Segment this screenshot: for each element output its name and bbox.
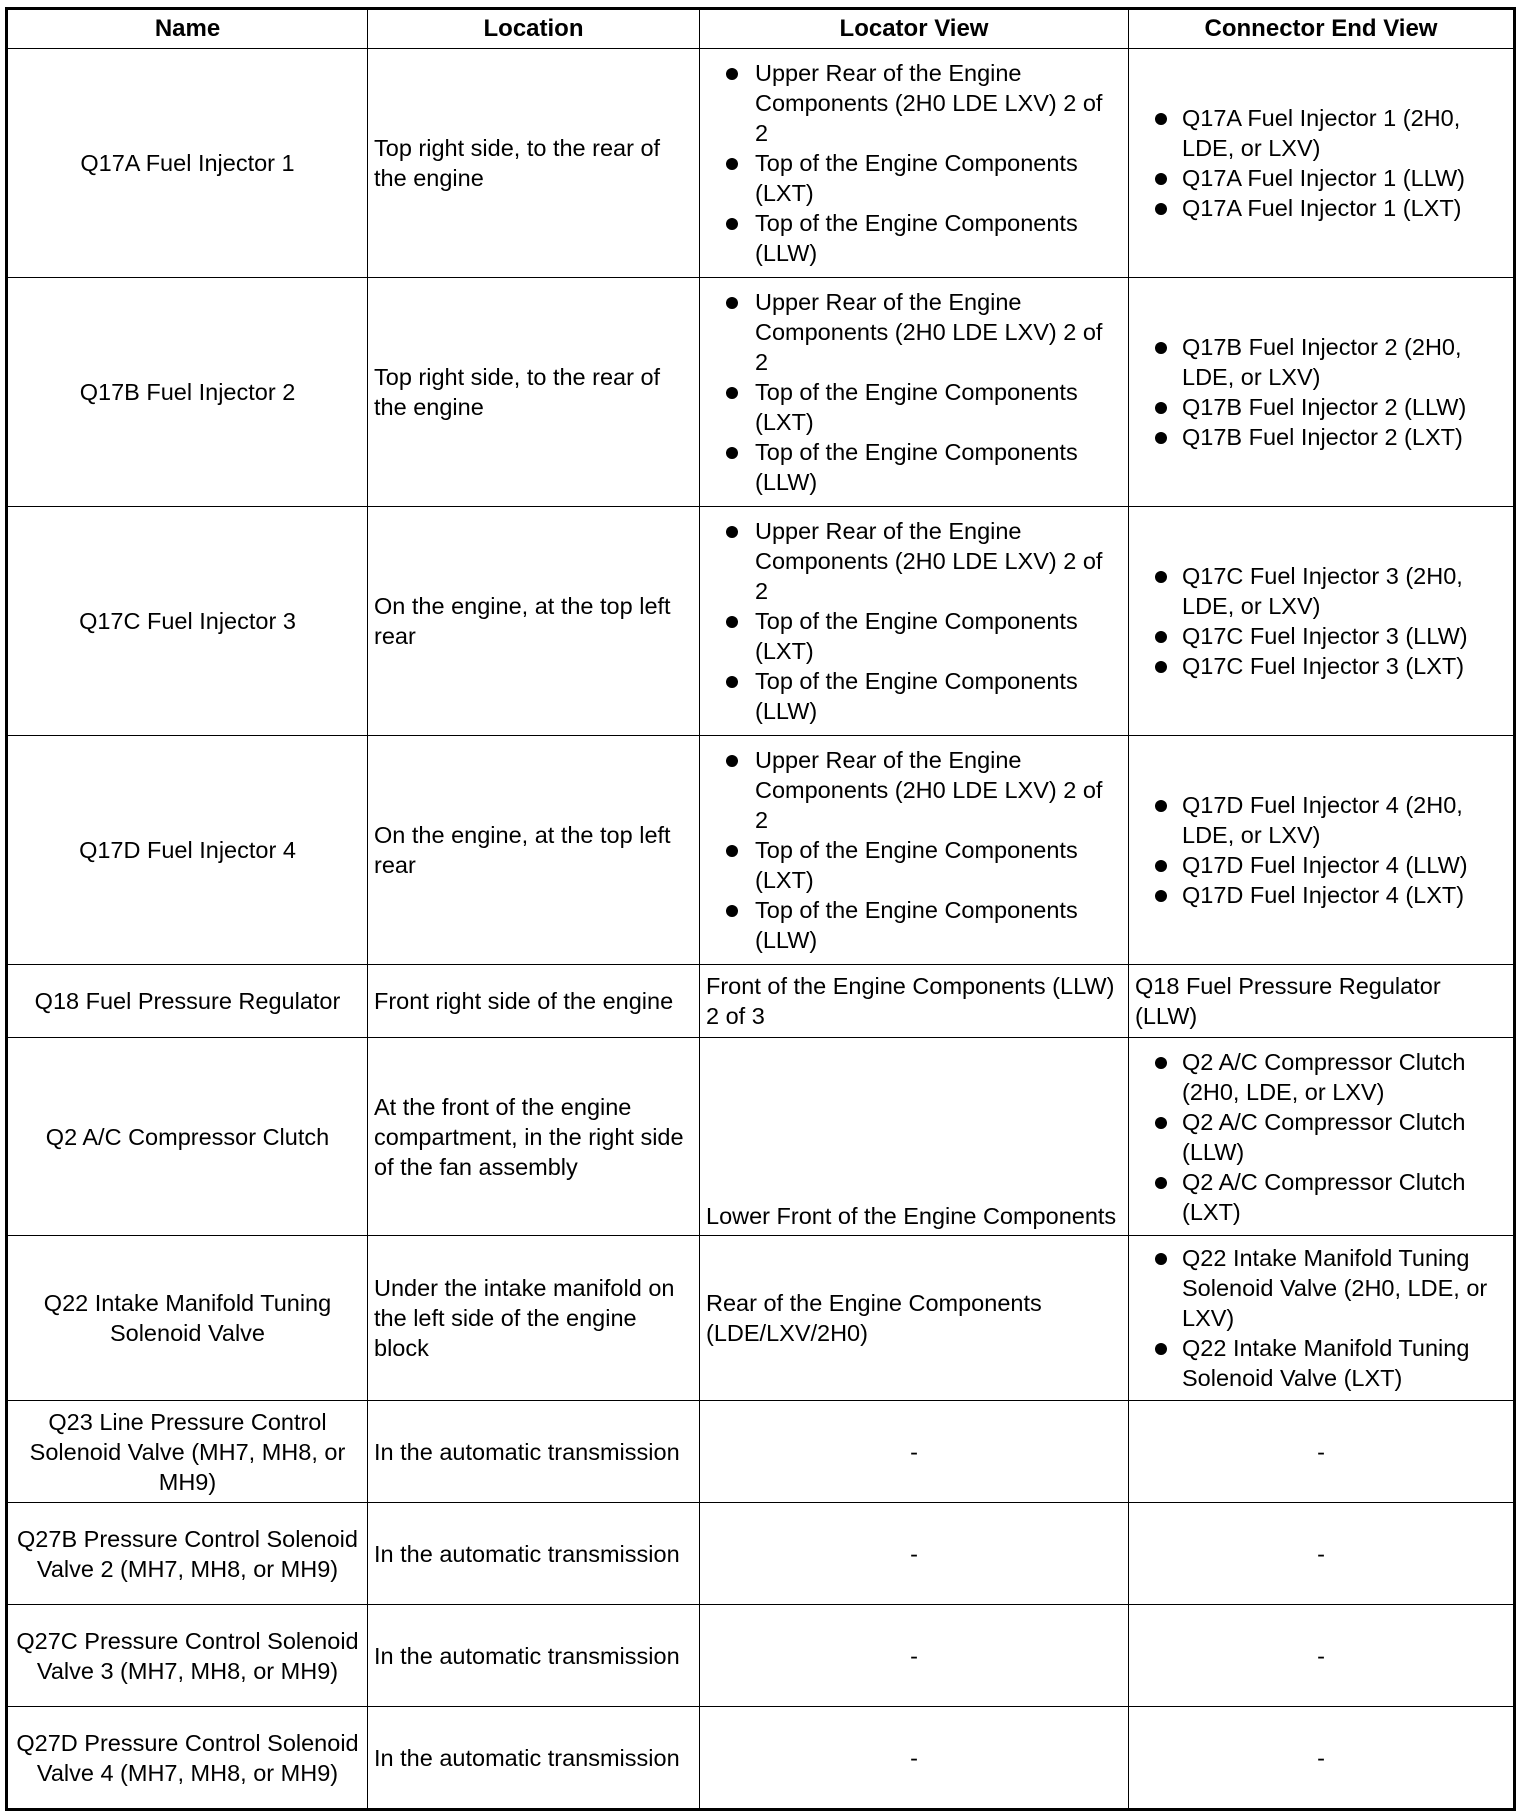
header-name: Name <box>7 9 368 49</box>
connector-view-link[interactable]: Q17A Fuel Injector 1 (LXT) <box>1135 193 1507 223</box>
locator-view-empty: - <box>700 1503 1129 1605</box>
locator-view-link[interactable]: Lower Front of the Engine Components <box>700 1038 1129 1236</box>
connector-view-link[interactable]: Q17D Fuel Injector 4 (LXT) <box>1135 880 1507 910</box>
connector-end-view-cell <box>1129 507 1515 736</box>
component-name: Q23 Line Pressure Control Solenoid Valve (MH7, MH8, or MH9) <box>7 1401 368 1503</box>
connector-view-link[interactable]: Q2 A/C Compressor Clutch (LLW) <box>1135 1107 1507 1167</box>
locator-view-link[interactable]: Top of the Engine Components (LXT) <box>706 606 1122 666</box>
component-location: In the automatic transmission <box>368 1605 700 1707</box>
connector-view-empty: - <box>1129 1401 1515 1503</box>
table-row <box>7 736 1515 965</box>
component-location: Front right side of the engine <box>368 965 700 1038</box>
locator-view-empty: - <box>700 1707 1129 1810</box>
component-name: Q2 A/C Compressor Clutch <box>7 1038 368 1236</box>
connector-view-link[interactable]: Q17A Fuel Injector 1 (2H0, LDE, or LXV) <box>1135 103 1507 163</box>
locator-view-link[interactable]: Top of the Engine Components (LXT) <box>706 377 1122 437</box>
component-location: In the automatic transmission <box>368 1707 700 1810</box>
component-name: Q17B Fuel Injector 2 <box>7 278 368 507</box>
table-row <box>7 278 1515 507</box>
table-row <box>7 507 1515 736</box>
connector-view-empty: - <box>1129 1605 1515 1707</box>
connector-view-link[interactable]: Q17D Fuel Injector 4 (2H0, LDE, or LXV) <box>1135 790 1507 850</box>
table-row <box>7 49 1515 278</box>
locator-view-cell <box>700 278 1129 507</box>
header-row <box>7 9 1515 49</box>
component-table <box>5 7 1516 1811</box>
table-row <box>7 1605 1515 1707</box>
table-row <box>7 1236 1515 1401</box>
connector-view-link[interactable]: Q17B Fuel Injector 2 (2H0, LDE, or LXV) <box>1135 332 1507 392</box>
connector-view-link[interactable]: Q22 Intake Manifold Tuning Solenoid Valve (2H0, LDE, or LXV) <box>1135 1243 1507 1333</box>
connector-view-link[interactable]: Q2 A/C Compressor Clutch (LXT) <box>1135 1167 1507 1227</box>
connector-view-link[interactable]: Q17C Fuel Injector 3 (2H0, LDE, or LXV) <box>1135 561 1507 621</box>
component-name: Q27D Pressure Control Solenoid Valve 4 (MH7, MH8, or MH9) <box>7 1707 368 1810</box>
component-name: Q17C Fuel Injector 3 <box>7 507 368 736</box>
component-location: Top right side, to the rear of the engine <box>368 278 700 507</box>
locator-view-empty: - <box>700 1401 1129 1503</box>
locator-view-link[interactable]: Top of the Engine Components (LLW) <box>706 895 1122 955</box>
table-row <box>7 1503 1515 1605</box>
connector-view-link[interactable]: Q17C Fuel Injector 3 (LLW) <box>1135 621 1507 651</box>
locator-view-link[interactable]: Rear of the Engine Components (LDE/LXV/2H0) <box>700 1236 1129 1401</box>
locator-view-link[interactable]: Upper Rear of the Engine Components (2H0 LDE LXV) 2 of 2 <box>706 745 1122 835</box>
component-name: Q27B Pressure Control Solenoid Valve 2 (MH7, MH8, or MH9) <box>7 1503 368 1605</box>
component-location: Top right side, to the rear of the engine <box>368 49 700 278</box>
component-location: In the automatic transmission <box>368 1503 700 1605</box>
header-connector-end-view: Connector End View <box>1129 9 1515 49</box>
table-row <box>7 1038 1515 1236</box>
connector-end-view-cell <box>1129 49 1515 278</box>
connector-end-view-cell <box>1129 1236 1515 1401</box>
component-name: Q22 Intake Manifold Tuning Solenoid Valve <box>7 1236 368 1401</box>
header-location: Location <box>368 9 700 49</box>
connector-view-link[interactable]: Q2 A/C Compressor Clutch (2H0, LDE, or LXV) <box>1135 1047 1507 1107</box>
locator-view-cell <box>700 507 1129 736</box>
locator-view-link[interactable]: Front of the Engine Components (LLW) 2 of 3 <box>700 965 1129 1038</box>
connector-view-link[interactable]: Q22 Intake Manifold Tuning Solenoid Valve (LXT) <box>1135 1333 1507 1393</box>
connector-view-link[interactable]: Q17D Fuel Injector 4 (LLW) <box>1135 850 1507 880</box>
locator-view-link[interactable]: Top of the Engine Components (LXT) <box>706 835 1122 895</box>
locator-view-cell <box>700 736 1129 965</box>
connector-view-empty: - <box>1129 1707 1515 1810</box>
component-location: In the automatic transmission <box>368 1401 700 1503</box>
connector-end-view-cell <box>1129 736 1515 965</box>
component-name: Q17D Fuel Injector 4 <box>7 736 368 965</box>
connector-end-view-cell <box>1129 1038 1515 1236</box>
component-location: At the front of the engine compartment, in the right side of the fan assembly <box>368 1038 700 1236</box>
component-locator-sheet <box>5 7 1513 1807</box>
locator-view-link[interactable]: Upper Rear of the Engine Components (2H0 LDE LXV) 2 of 2 <box>706 58 1122 148</box>
component-location: On the engine, at the top left rear <box>368 507 700 736</box>
connector-end-view-cell <box>1129 278 1515 507</box>
locator-view-link[interactable]: Upper Rear of the Engine Components (2H0 LDE LXV) 2 of 2 <box>706 516 1122 606</box>
connector-view-link[interactable]: Q18 Fuel Pressure Regulator (LLW) <box>1129 965 1515 1038</box>
header-locator-view: Locator View <box>700 9 1129 49</box>
component-name: Q27C Pressure Control Solenoid Valve 3 (MH7, MH8, or MH9) <box>7 1605 368 1707</box>
locator-view-link[interactable]: Top of the Engine Components (LXT) <box>706 148 1122 208</box>
connector-view-link[interactable]: Q17C Fuel Injector 3 (LXT) <box>1135 651 1507 681</box>
table-row <box>7 965 1515 1038</box>
component-location: Under the intake manifold on the left side of the engine block <box>368 1236 700 1401</box>
connector-view-link[interactable]: Q17A Fuel Injector 1 (LLW) <box>1135 163 1507 193</box>
locator-view-link[interactable]: Top of the Engine Components (LLW) <box>706 437 1122 497</box>
locator-view-link[interactable]: Top of the Engine Components (LLW) <box>706 666 1122 726</box>
connector-view-link[interactable]: Q17B Fuel Injector 2 (LLW) <box>1135 392 1507 422</box>
locator-view-cell <box>700 49 1129 278</box>
connector-view-link[interactable]: Q17B Fuel Injector 2 (LXT) <box>1135 422 1507 452</box>
connector-view-empty: - <box>1129 1503 1515 1605</box>
table-row <box>7 1401 1515 1503</box>
locator-view-link[interactable]: Upper Rear of the Engine Components (2H0 LDE LXV) 2 of 2 <box>706 287 1122 377</box>
table-row <box>7 1707 1515 1810</box>
component-name: Q17A Fuel Injector 1 <box>7 49 368 278</box>
component-name: Q18 Fuel Pressure Regulator <box>7 965 368 1038</box>
locator-view-empty: - <box>700 1605 1129 1707</box>
component-location: On the engine, at the top left rear <box>368 736 700 965</box>
locator-view-link[interactable]: Top of the Engine Components (LLW) <box>706 208 1122 268</box>
